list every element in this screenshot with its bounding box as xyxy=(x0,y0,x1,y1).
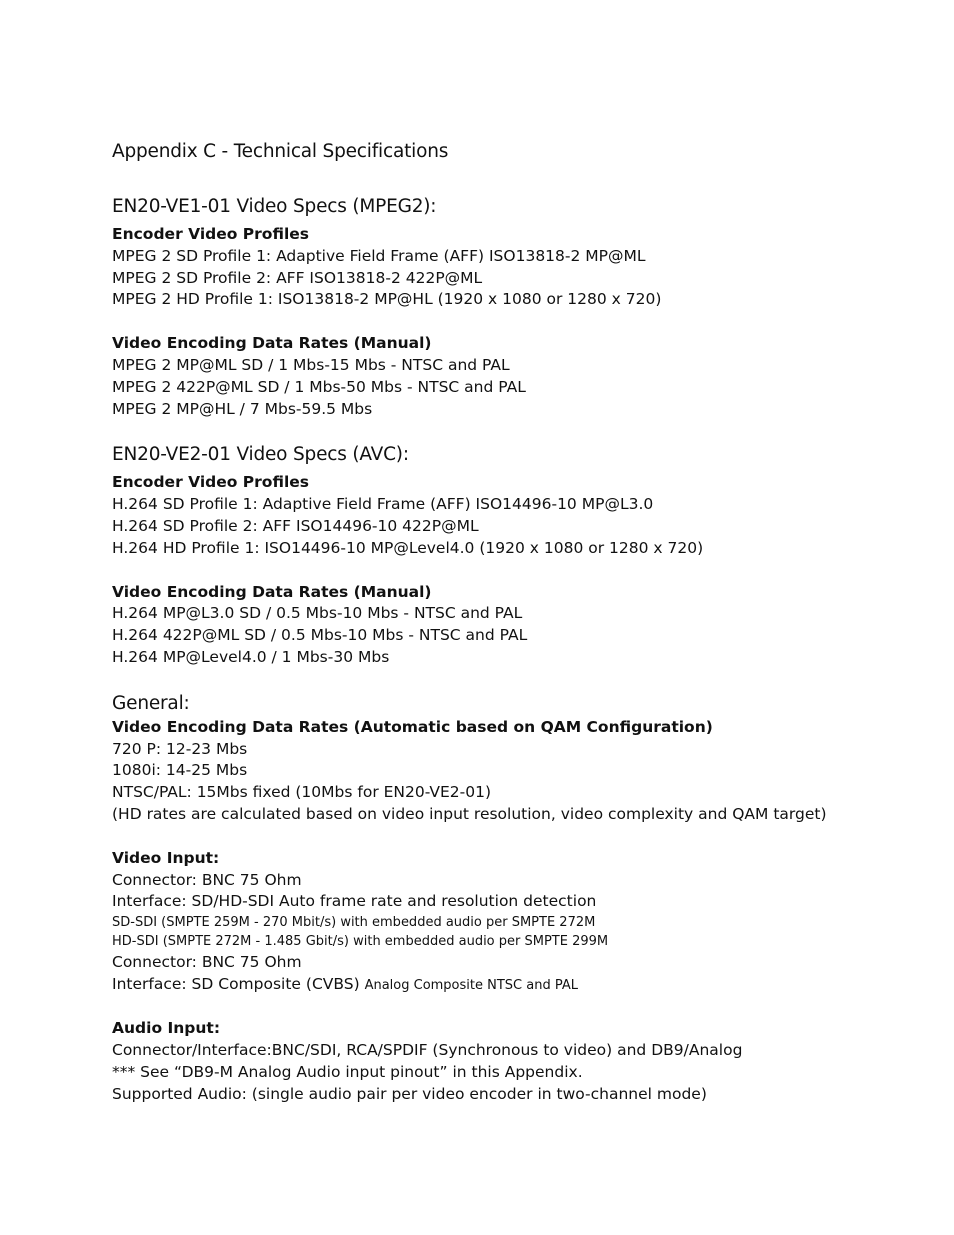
video-input-heading: Video Input: xyxy=(112,848,220,867)
mpeg2-profile-line: MPEG 2 SD Profile 2: AFF ISO13818-2 422P@ML xyxy=(112,268,483,287)
hd-sdi-line: HD-SDI (SMPTE 272M - 1.485 Gbit/s) with embedded audio per SMPTE 299M xyxy=(112,934,609,950)
spacer xyxy=(112,311,912,333)
sd-sdi-line: SD-SDI (SMPTE 259M - 270 Mbit/s) with embedded audio per SMPTE 272M xyxy=(112,915,596,931)
spacer xyxy=(112,996,912,1018)
document-page xyxy=(112,138,912,1106)
composite-interface-line xyxy=(112,974,912,997)
auto-rates-heading: Video Encoding Data Rates (Automatic based on QAM Configuration) xyxy=(112,717,713,736)
avc-profile-line: H.264 SD Profile 2: AFF ISO14496-10 422P@ML xyxy=(112,516,479,535)
avc-rate-line: H.264 MP@L3.0 SD / 0.5 Mbs-10 Mbs - NTSC and PAL xyxy=(112,604,523,623)
mpeg2-rate-line: MPEG 2 422P@ML SD / 1 Mbs-50 Mbs - NTSC and PAL xyxy=(112,377,526,396)
audio-input-line: *** See “DB9-M Analog Audio input pinout” in this Appendix. xyxy=(112,1062,583,1081)
spacer xyxy=(112,826,912,848)
avc-section-title: EN20-VE2-01 Video Specs (AVC): xyxy=(112,444,409,466)
mpeg2-rate-line: MPEG 2 MP@ML SD / 1 Mbs-15 Mbs - NTSC and PAL xyxy=(112,355,510,374)
auto-rate-line: 720 P: 12-23 Mbs xyxy=(112,739,248,758)
mpeg2-profiles-heading: Encoder Video Profiles xyxy=(112,225,309,243)
auto-rate-line: 1080i: 14-25 Mbs xyxy=(112,761,248,780)
avc-profile-line: H.264 HD Profile 1: ISO14496-10 MP@Level4.0 (1920 x 1080 or 1280 x 720) xyxy=(112,538,704,557)
video-interface-line: Interface: SD/HD-SDI Auto frame rate and resolution detection xyxy=(112,892,597,911)
mpeg2-section-title: EN20-VE1-01 Video Specs (MPEG2): xyxy=(112,196,437,217)
composite-interface-detail: Analog Composite NTSC and PAL xyxy=(364,977,578,993)
audio-input-line: Connector/Interface:BNC/SDI, RCA/SPDIF (Synchronous to video) and DB9/Analog xyxy=(112,1041,743,1060)
spacer xyxy=(112,166,912,194)
general-section-title: General: xyxy=(112,692,190,714)
avc-rates-heading: Video Encoding Data Rates (Manual) xyxy=(112,582,432,601)
spacer xyxy=(112,560,912,582)
avc-rate-line: H.264 422P@ML SD / 0.5 Mbs-10 Mbs - NTSC and PAL xyxy=(112,626,528,645)
video-connector-line: Connector: BNC 75 Ohm xyxy=(112,870,302,889)
auto-rate-line: NTSC/PAL: 15Mbs fixed (10Mbs for EN20-VE2-01) xyxy=(112,783,492,802)
spacer xyxy=(112,420,912,442)
auto-rate-note: (HD rates are calculated based on video input resolution, video complexity and QAM target) xyxy=(112,804,827,823)
mpeg2-rates-heading: Video Encoding Data Rates (Manual) xyxy=(112,334,432,353)
mpeg2-rate-line: MPEG 2 MP@HL / 7 Mbs-59.5 Mbs xyxy=(112,399,373,418)
spacer xyxy=(112,669,912,691)
mpeg2-profile-line: MPEG 2 SD Profile 1: Adaptive Field Frame (AFF) ISO13818-2 MP@ML xyxy=(112,246,646,265)
audio-input-heading: Audio Input: xyxy=(112,1019,221,1038)
appendix-title: Appendix C - Technical Specifications xyxy=(112,141,449,162)
composite-interface-label: Interface: SD Composite (CVBS) xyxy=(112,974,360,993)
avc-profiles-heading: Encoder Video Profiles xyxy=(112,473,309,492)
audio-input-line: Supported Audio: (single audio pair per video encoder in two-channel mode) xyxy=(112,1084,707,1103)
mpeg2-profile-line: MPEG 2 HD Profile 1: ISO13818-2 MP@HL (1920 x 1080 or 1280 x 720) xyxy=(112,290,662,309)
avc-rate-line: H.264 MP@Level4.0 / 1 Mbs-30 Mbs xyxy=(112,647,390,666)
avc-profile-line: H.264 SD Profile 1: Adaptive Field Frame (AFF) ISO14496-10 MP@L3.0 xyxy=(112,495,654,514)
video-connector-line: Connector: BNC 75 Ohm xyxy=(112,952,302,971)
